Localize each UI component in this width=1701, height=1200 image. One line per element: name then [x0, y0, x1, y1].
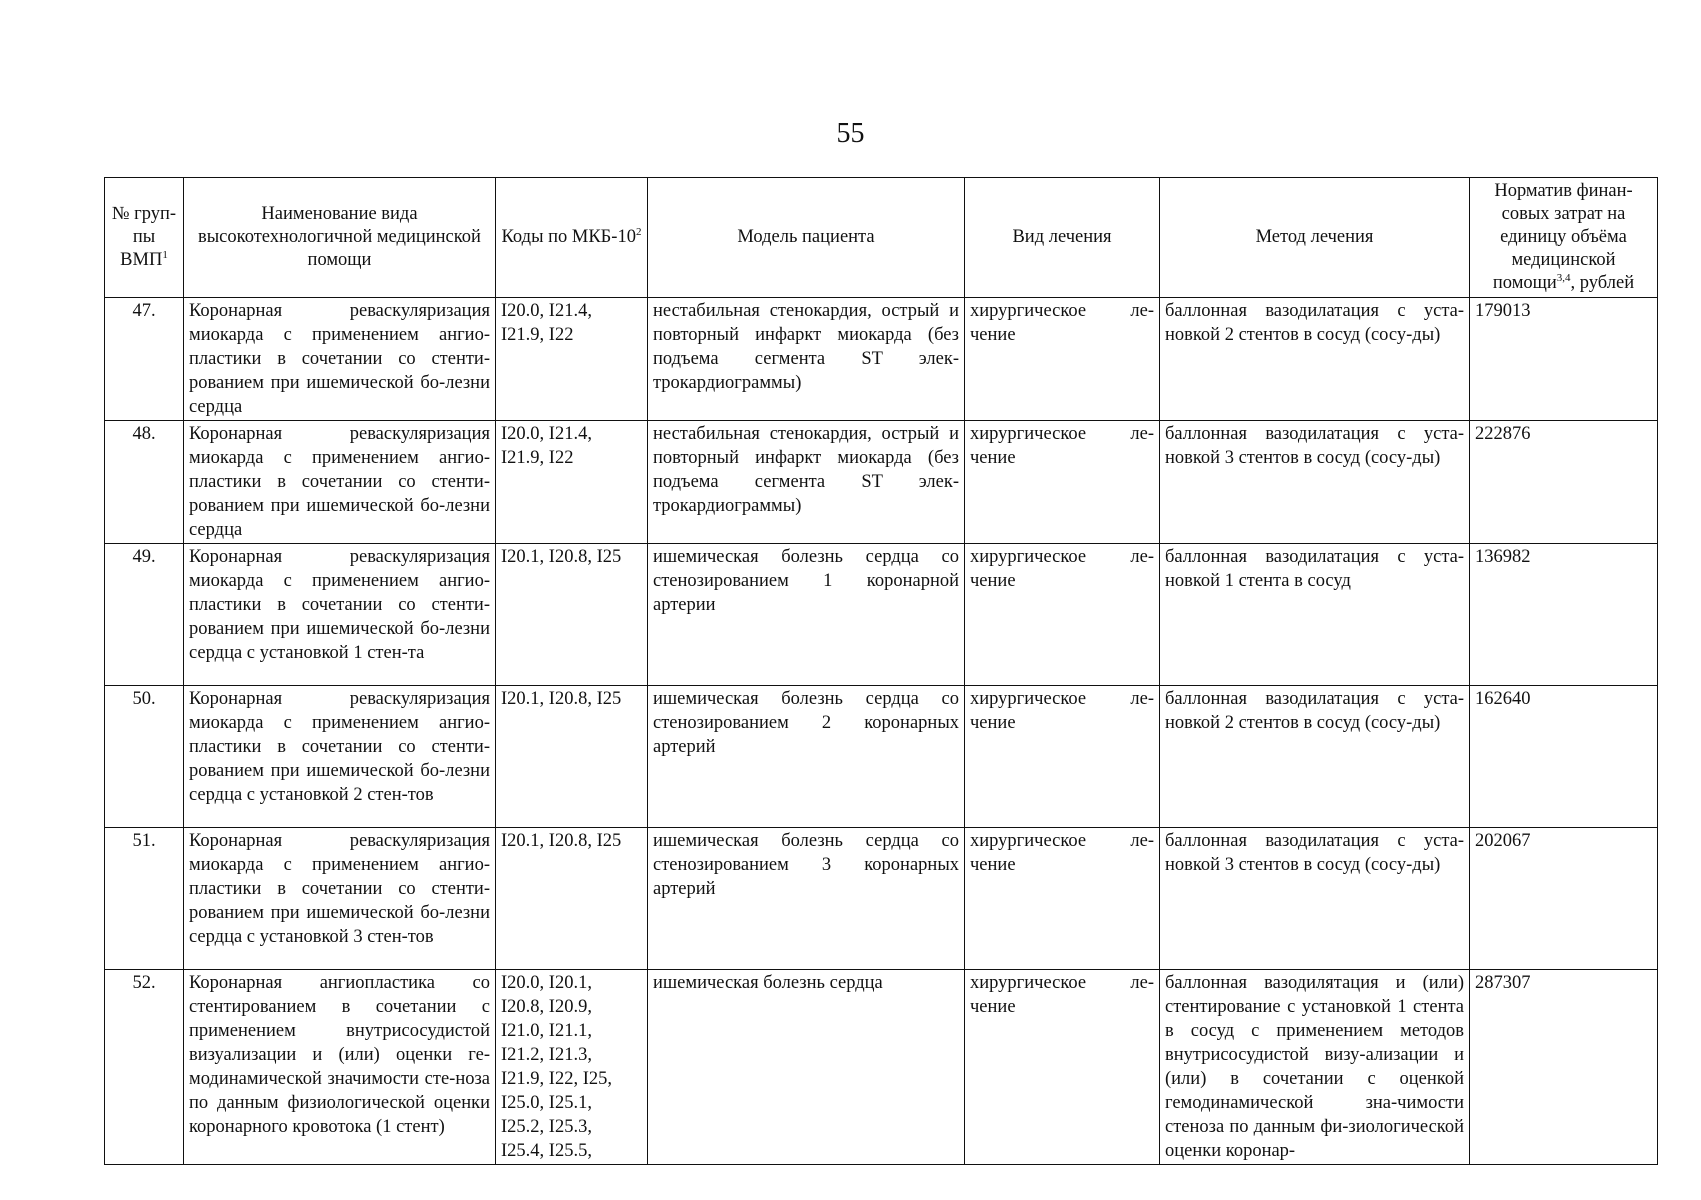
- icd-code-line: I20.1, I20.8, I25: [501, 547, 622, 567]
- table-row: [105, 970, 1658, 1165]
- header-cost-standard: Норматив финан-совых затрат на единицу объёма медицинской помощи$^{3,4}$, рублей: [1470, 178, 1658, 298]
- treatment-type: хирургическое ле-чение: [965, 544, 1160, 686]
- header-treatment-type: Вид лечения: [965, 178, 1160, 298]
- icd-code-line: I20.0, I21.4,: [501, 301, 592, 321]
- treatment-type: хирургическое ле-чение: [965, 421, 1160, 544]
- treatment-method: баллонная вазодилятация и (или) стентирование с установкой 1 стента в сосуд с применением методов внутрисосудистой визу-ализации и (или) в сочетании с оценкой гемодинамической зна-чимости стеноза по данным фи-зиологической оценки коронар-: [1160, 970, 1470, 1165]
- page-number: 55: [836, 118, 865, 149]
- vmp-name: Коронарная реваскуляризация миокарда с применением ангио-пластики в сочетании со стенти-рованием при ишемической бо-лезни сердца: [184, 421, 496, 544]
- header-patient-model: Модель пациента: [648, 178, 965, 298]
- cost-standard: 287307: [1470, 970, 1658, 1165]
- patient-model: ишемическая болезнь сердца со стенозированием 3 коронарных артерий: [648, 828, 965, 970]
- icd-codes: [496, 828, 648, 970]
- table-row: [105, 421, 1658, 544]
- header-group-number: № груп-пы ВМП$^1$: [105, 178, 184, 298]
- table-row: [105, 298, 1658, 421]
- icd-code-line: I25.2, I25.3,: [501, 1117, 592, 1137]
- table-row: [105, 544, 1658, 686]
- icd-codes: [496, 421, 648, 544]
- row-number: 51.: [105, 828, 184, 970]
- icd-code-line: I20.0, I20.1,: [501, 973, 592, 993]
- row-number: 48.: [105, 421, 184, 544]
- cost-standard: 162640: [1470, 686, 1658, 828]
- header-treatment-method: Метод лечения: [1160, 178, 1470, 298]
- cost-standard: 179013: [1470, 298, 1658, 421]
- vmp-table: [104, 177, 1658, 1165]
- icd-code-line: I25.4, I25.5,: [501, 1141, 592, 1161]
- treatment-method: баллонная вазодилатация с уста-новкой 2 стентов в сосуд (сосу-ды): [1160, 298, 1470, 421]
- icd-codes: [496, 544, 648, 686]
- icd-code-line: I21.9, I22, I25,: [501, 1069, 612, 1089]
- icd-code-line: I21.9, I22: [501, 448, 574, 468]
- table-row: [105, 686, 1658, 828]
- treatment-method: баллонная вазодилатация с уста-новкой 3 стентов в сосуд (сосу-ды): [1160, 828, 1470, 970]
- table-header-row: [105, 178, 1658, 298]
- treatment-type: хирургическое ле-чение: [965, 970, 1160, 1165]
- cost-standard: 222876: [1470, 421, 1658, 544]
- table-row: [105, 828, 1658, 970]
- patient-model: ишемическая болезнь сердца: [648, 970, 965, 1165]
- icd-code-line: I21.9, I22: [501, 325, 574, 345]
- cost-standard: 202067: [1470, 828, 1658, 970]
- treatment-method: баллонная вазодилатация с уста-новкой 2 стентов в сосуд (сосу-ды): [1160, 686, 1470, 828]
- patient-model: ишемическая болезнь сердца со стенозированием 2 коронарных артерий: [648, 686, 965, 828]
- treatment-method: баллонная вазодилатация с уста-новкой 1 стента в сосуд: [1160, 544, 1470, 686]
- icd-codes: [496, 970, 648, 1165]
- icd-code-line: I25.0, I25.1,: [501, 1093, 592, 1113]
- icd-code-line: I20.8, I20.9,: [501, 997, 592, 1017]
- vmp-name: Коронарная ангиопластика со стентированием в сочетании с применением внутрисосудистой визуализации и (или) оценки ге-модинамической значимости сте-ноза по данным физиологической оценки коронарного кровотока (1 стент): [184, 970, 496, 1165]
- vmp-name: Коронарная реваскуляризация миокарда с применением ангио-пластики в сочетании со стенти-рованием при ишемической бо-лезни сердца: [184, 298, 496, 421]
- patient-model: нестабильная стенокардия, острый и повторный инфаркт миокарда (без подъема сегмента ST элек-трокардиограммы): [648, 421, 965, 544]
- vmp-name: Коронарная реваскуляризация миокарда с применением ангио-пластики в сочетании со стенти-рованием при ишемической бо-лезни сердца с установкой 3 стен-тов: [184, 828, 496, 970]
- icd-codes: [496, 298, 648, 421]
- treatment-method: баллонная вазодилатация с уста-новкой 3 стентов в сосуд (сосу-ды): [1160, 421, 1470, 544]
- cost-standard: 136982: [1470, 544, 1658, 686]
- row-number: 52.: [105, 970, 184, 1165]
- row-number: 50.: [105, 686, 184, 828]
- icd-code-line: I20.1, I20.8, I25: [501, 831, 622, 851]
- patient-model: ишемическая болезнь сердца со стенозированием 1 коронарной артерии: [648, 544, 965, 686]
- treatment-type: хирургическое ле-чение: [965, 298, 1160, 421]
- vmp-name: Коронарная реваскуляризация миокарда с применением ангио-пластики в сочетании со стенти-рованием при ишемической бо-лезни сердца с установкой 1 стен-та: [184, 544, 496, 686]
- icd-codes: [496, 686, 648, 828]
- icd-code-line: I20.0, I21.4,: [501, 424, 592, 444]
- treatment-type: хирургическое ле-чение: [965, 828, 1160, 970]
- row-number: 47.: [105, 298, 184, 421]
- icd-code-line: I21.0, I21.1,: [501, 1021, 592, 1041]
- patient-model: нестабильная стенокардия, острый и повторный инфаркт миокарда (без подъема сегмента ST элек-трокардиограммы): [648, 298, 965, 421]
- icd-code-line: I21.2, I21.3,: [501, 1045, 592, 1065]
- icd-code-line: I20.1, I20.8, I25: [501, 689, 622, 709]
- header-icd-codes: Коды по МКБ-$10^2$: [496, 178, 648, 298]
- vmp-name: Коронарная реваскуляризация миокарда с применением ангио-пластики в сочетании со стенти-рованием при ишемической бо-лезни сердца с установкой 2 стен-тов: [184, 686, 496, 828]
- row-number: 49.: [105, 544, 184, 686]
- header-vmp-name: Наименование вида высокотехнологичной медицинской помощи: [184, 178, 496, 298]
- treatment-type: хирургическое ле-чение: [965, 686, 1160, 828]
